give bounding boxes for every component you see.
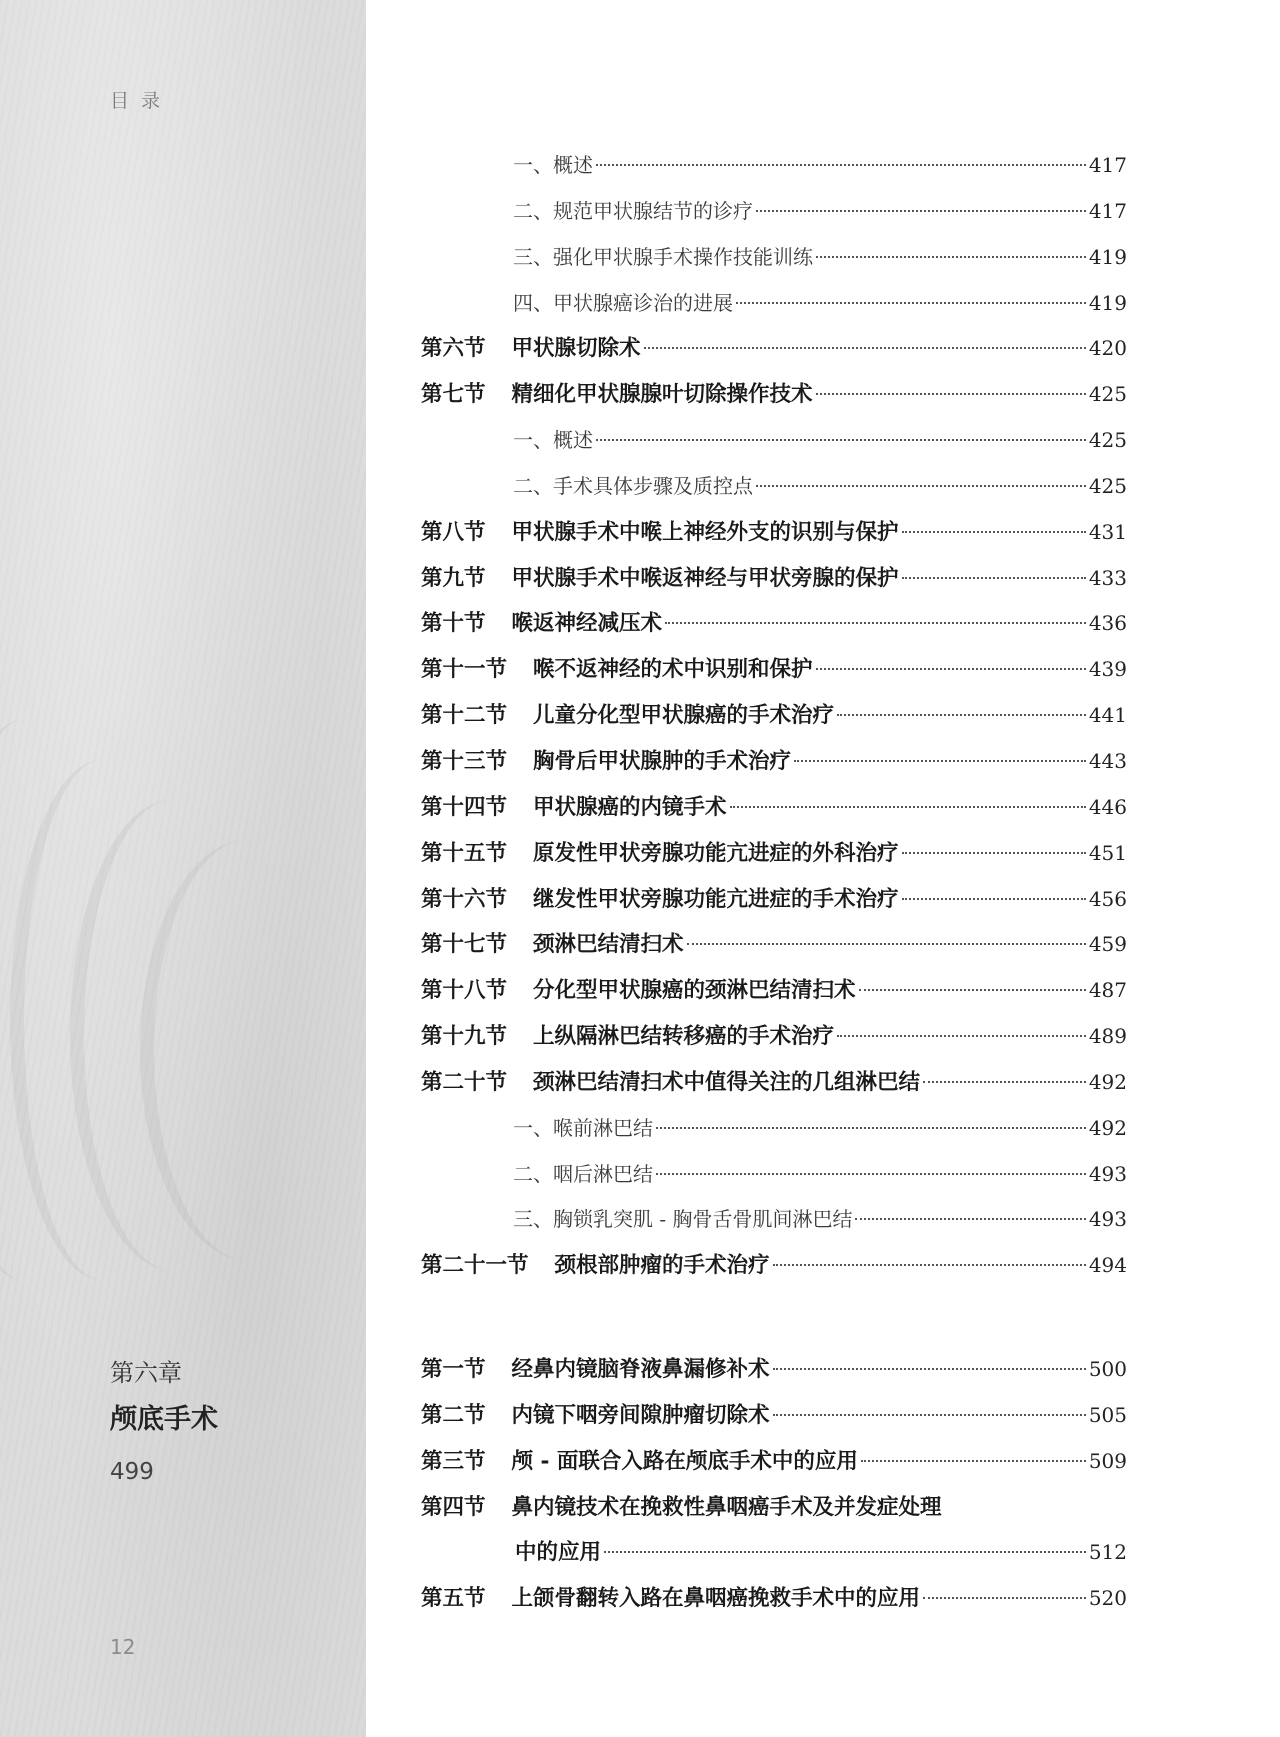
toc-header: 目录 [110,90,173,112]
chapter-sidebar [0,0,366,1737]
toc-entry[interactable] [421,1014,1127,1060]
toc-title: 甲状腺手术中喉上神经外支的识别与保护 [511,519,899,545]
toc-entry[interactable] [421,968,1127,1014]
toc-page-number: 417 [1088,153,1127,177]
toc-page-number: 431 [1088,519,1127,544]
toc-page-number: 459 [1088,932,1127,957]
toc-page-number: 443 [1088,748,1127,773]
toc-title: 分化型甲状腺癌的颈淋巴结清扫术 [533,978,856,1004]
toc-page-number: 493 [1088,1161,1127,1186]
toc-section-number: 第十九节 [421,1024,508,1050]
toc-title: 鼻内镜技术在挽救性鼻咽癌手术及并发症处理 [511,1494,942,1520]
toc-page-number: 420 [1088,336,1127,361]
toc-entry[interactable] [421,326,1127,372]
toc-section-number: 第十二节 [421,703,508,729]
toc-title: 精细化甲状腺腺叶切除操作技术 [511,382,813,408]
toc-title: 喉返神经减压术 [511,611,663,637]
toc-title: 颈根部肿瘤的手术治疗 [554,1253,770,1279]
toc-dot-leader [604,1551,1086,1553]
toc-title: 原发性甲状旁腺功能亢进症的外科治疗 [533,840,899,866]
toc-section-number: 第十六节 [421,886,508,912]
toc-dot-leader [736,302,1086,304]
toc-section-number: 第二十一节 [421,1253,529,1279]
toc-page-number: 436 [1088,611,1127,636]
toc-dot-leader [861,1460,1086,1462]
chapter-number: 第六章 [110,1359,182,1387]
toc-title: 三、强化甲状腺手术操作技能训练 [513,244,813,269]
toc-dot-leader [855,1218,1085,1220]
toc-title: 胸骨后甲状腺肿的手术治疗 [533,748,792,774]
toc-dot-leader [773,1368,1086,1370]
toc-dot-leader [859,989,1086,991]
toc-title: 颅 - 面联合入路在颅底手术中的应用 [511,1448,858,1474]
toc-page-number: 433 [1088,565,1127,590]
toc-entry[interactable] [421,464,1127,510]
toc-page-number: 520 [1088,1586,1127,1611]
toc-dot-leader [756,210,1086,212]
toc-title: 上纵隔淋巴结转移癌的手术治疗 [533,1024,835,1050]
toc-title: 经鼻内镜脑脊液鼻漏修补术 [511,1357,770,1382]
toc-entry[interactable] [421,1530,1127,1576]
toc-page-number: 492 [1088,1069,1127,1094]
toc-dot-leader [665,622,1086,624]
chapter-title: 颅底手术 [110,1404,218,1435]
toc-title: 喉不返神经的术中识别和保护 [533,657,813,683]
toc-entry[interactable] [421,1347,1127,1393]
toc-entry[interactable] [421,785,1127,831]
toc-section-number: 第八节 [421,519,486,545]
toc-title: 颈淋巴结清扫术中值得关注的几组淋巴结 [533,1069,921,1095]
toc-dot-leader [923,1081,1086,1083]
toc-section-number: 第七节 [421,382,486,408]
toc-title: 甲状腺手术中喉返神经与甲状旁腺的保护 [511,565,899,591]
toc-dot-leader [837,1035,1086,1037]
toc-page-number: 425 [1088,382,1127,407]
toc-dot-leader [902,531,1086,533]
toc-dot-leader [644,347,1086,349]
toc-entry[interactable] [421,1485,1127,1531]
toc-section-number: 第四节 [421,1494,486,1520]
toc-title: 继发性甲状旁腺功能亢进症的手术治疗 [533,886,899,912]
toc-entry[interactable] [421,831,1127,877]
toc-page-number: 451 [1088,840,1127,865]
toc-title: 二、咽后淋巴结 [513,1161,653,1186]
toc-page-number: 425 [1088,428,1127,453]
toc-entry[interactable] [421,1060,1127,1106]
toc-entry[interactable] [421,372,1127,418]
toc-dot-leader [902,577,1086,579]
toc-entry[interactable] [421,235,1127,281]
toc-entry[interactable] [421,556,1127,602]
toc-entry[interactable] [421,601,1127,647]
toc-section-number: 第二十节 [421,1069,508,1095]
toc-section-number: 第十三节 [421,748,508,774]
toc-title: 四、甲状腺癌诊治的进展 [513,290,733,315]
toc-page-number: 500 [1088,1357,1127,1381]
toc-page-number: 493 [1088,1207,1127,1232]
toc-dot-leader [902,852,1086,854]
toc-list-chapter-6 [421,1347,1127,1622]
toc-page-number: 441 [1088,703,1127,728]
toc-page-number: 492 [1088,1115,1127,1140]
toc-title: 甲状腺癌的内镜手术 [533,794,727,820]
toc-section-number: 第十八节 [421,978,508,1004]
toc-entry[interactable] [421,1393,1127,1439]
toc-title: 一、概述 [513,428,593,453]
toc-page-number: 494 [1088,1253,1127,1278]
sidebar-brush-texture [140,840,354,1260]
toc-entry[interactable] [421,143,1127,189]
toc-dot-leader [773,1414,1086,1416]
toc-dot-leader [773,1264,1086,1266]
toc-dot-leader [816,393,1086,395]
toc-entry[interactable] [421,922,1127,968]
toc-dot-leader [687,943,1086,945]
toc-section-number: 第一节 [421,1357,486,1382]
toc-section-number: 第三节 [421,1448,486,1474]
toc-entry[interactable] [421,739,1127,785]
toc-entry[interactable] [421,1439,1127,1485]
toc-section-number: 第十节 [421,611,486,637]
toc-entry[interactable] [421,647,1127,693]
toc-section-number: 第十五节 [421,840,508,866]
toc-dot-leader [656,1173,1086,1175]
toc-dot-leader [837,714,1086,716]
toc-entry[interactable] [421,1576,1127,1622]
toc-dot-leader [816,256,1086,258]
toc-title: 三、胸锁乳突肌 - 胸骨舌骨肌间淋巴结 [513,1207,853,1232]
toc-list-chapter-5 [421,143,1127,1289]
toc-entry[interactable] [421,281,1127,327]
toc-section-number: 第二节 [421,1402,486,1428]
toc-title: 颈淋巴结清扫术 [533,932,684,958]
toc-section-number: 第五节 [421,1586,486,1612]
toc-entry[interactable] [421,1197,1127,1243]
toc-dot-leader [656,1127,1086,1129]
toc-entry[interactable] [421,1152,1127,1198]
toc-page-number: 487 [1088,978,1127,1003]
page-number: 12 [110,1635,136,1659]
toc-dot-leader [596,439,1086,441]
toc-section-number: 第十一节 [421,657,508,683]
toc-page-number: 417 [1088,198,1127,223]
toc-dot-leader [902,898,1086,900]
toc-entry[interactable] [421,877,1127,923]
toc-page-number: 505 [1088,1402,1127,1427]
toc-title: 儿童分化型甲状腺癌的手术治疗 [533,703,835,729]
toc-entry[interactable] [421,510,1127,556]
chapter-start-page: 499 [110,1459,154,1485]
toc-section-number: 第十七节 [421,932,508,958]
toc-title: 上颌骨翻转入路在鼻咽癌挽救手术中的应用 [511,1586,921,1612]
toc-dot-leader [596,164,1086,166]
toc-entry[interactable] [421,189,1127,235]
toc-page-number: 456 [1088,886,1127,911]
toc-page-number: 419 [1088,290,1127,315]
toc-section-number: 第六节 [421,336,486,362]
toc-entry[interactable] [421,693,1127,739]
toc-page-number: 439 [1088,657,1127,682]
toc-title: 二、手术具体步骤及质控点 [513,473,753,498]
toc-page-number: 489 [1088,1024,1127,1049]
toc-title: 内镜下咽旁间隙肿瘤切除术 [511,1402,770,1428]
toc-title: 一、喉前淋巴结 [513,1115,653,1140]
toc-page-number: 425 [1088,473,1127,498]
toc-dot-leader [794,760,1086,762]
toc-section-number: 第十四节 [421,794,508,820]
toc-page-number: 512 [1088,1540,1127,1565]
toc-dot-leader [816,668,1086,670]
toc-section-number: 第九节 [421,565,486,591]
toc-title: 甲状腺切除术 [511,336,641,362]
toc-title: 中的应用 [515,1540,602,1566]
toc-page-number: 419 [1088,244,1127,269]
toc-entry[interactable] [421,418,1127,464]
toc-entry[interactable] [421,1243,1127,1289]
toc-entry[interactable] [421,1106,1127,1152]
toc-title: 二、规范甲状腺结节的诊疗 [513,198,753,223]
toc-title: 一、概述 [513,153,593,177]
toc-dot-leader [923,1597,1086,1599]
toc-dot-leader [756,485,1086,487]
toc-dot-leader [730,806,1086,808]
toc-page-number: 446 [1088,794,1127,819]
toc-page-number: 509 [1088,1448,1127,1473]
